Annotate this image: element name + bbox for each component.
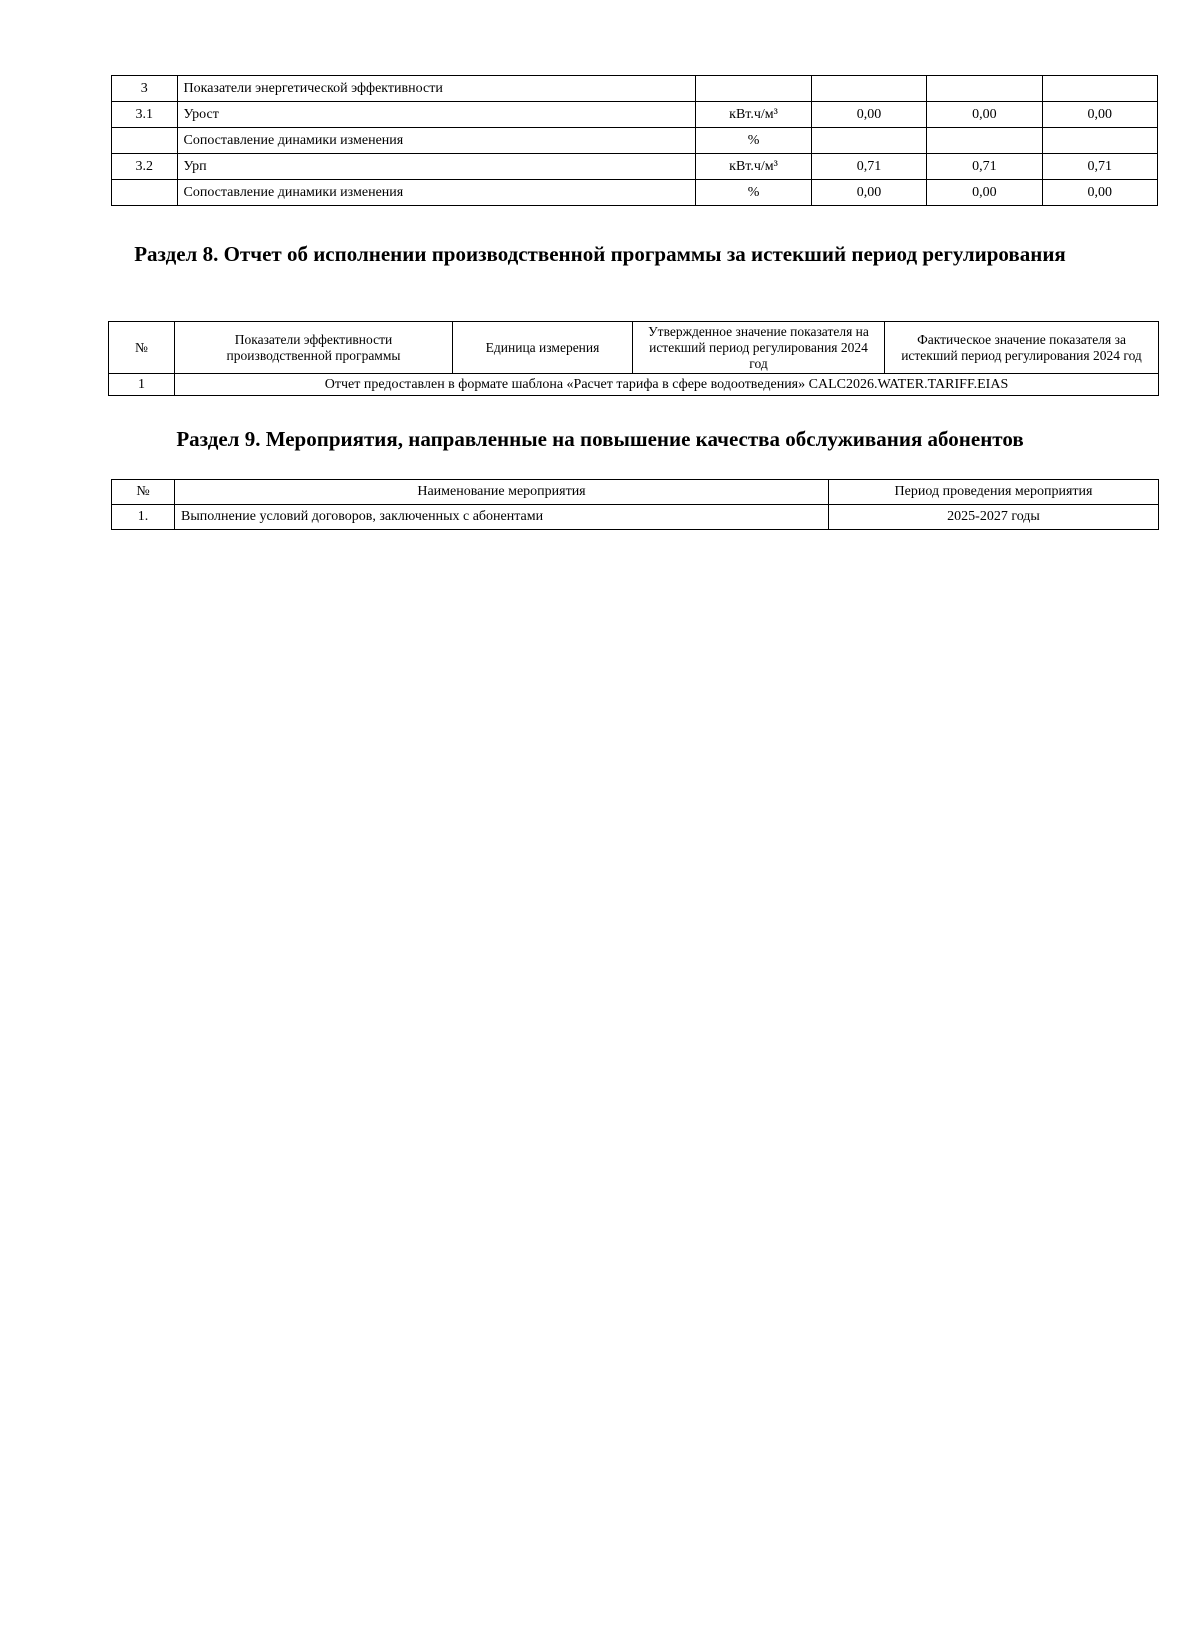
row-value-1: 0,00 [811, 102, 926, 128]
row-unit: кВт.ч/м³ [696, 102, 811, 128]
header-indicators: Показатели эффективности производственной программы [175, 322, 453, 374]
table-header-row [109, 322, 1159, 374]
row-name: Урп [177, 154, 696, 180]
row-value-2 [927, 76, 1042, 102]
table-row [109, 374, 1159, 396]
energy-efficiency-table [111, 75, 1158, 206]
table-header-row [112, 480, 1159, 505]
section-8-table [108, 321, 1159, 396]
table-row [112, 154, 1158, 180]
row-value-3 [1042, 76, 1157, 102]
header-event-period: Период проведения мероприятия [829, 480, 1159, 505]
row-value-2: 0,00 [927, 102, 1042, 128]
row-value-3 [1042, 128, 1157, 154]
row-value-2: 0,00 [927, 180, 1042, 206]
header-actual-value: Фактическое значение показателя за истекший период регулирования 2024 год [885, 322, 1159, 374]
row-name: Сопоставление динамики изменения [177, 180, 696, 206]
event-name: Выполнение условий договоров, заключенных с абонентами [175, 505, 829, 530]
row-number: 1 [109, 374, 175, 396]
header-unit: Единица измерения [453, 322, 633, 374]
event-period: 2025-2027 годы [829, 505, 1159, 530]
row-number [112, 180, 178, 206]
table-row [112, 180, 1158, 206]
table-row [112, 505, 1159, 530]
row-name: Урост [177, 102, 696, 128]
section-9-heading: Раздел 9. Мероприятия, направленные на повышение качества обслуживания абонентов [176, 427, 1024, 451]
header-event-name: Наименование мероприятия [175, 480, 829, 505]
table-row [112, 76, 1158, 102]
row-number [112, 128, 178, 154]
row-number: 1. [112, 505, 175, 530]
report-note: Отчет предоставлен в формате шаблона «Расчет тарифа в сфере водоотведения» CALC2026.WATER.TARIFF.EIAS [175, 374, 1159, 396]
row-unit: % [696, 128, 811, 154]
row-number: 3.2 [112, 154, 178, 180]
section-9-table [111, 479, 1159, 530]
row-value-2: 0,71 [927, 154, 1042, 180]
row-number: 3.1 [112, 102, 178, 128]
row-name: Показатели энергетической эффективности [177, 76, 696, 102]
row-number: 3 [112, 76, 178, 102]
row-value-3: 0,71 [1042, 154, 1157, 180]
header-approved-value: Утвержденное значение показателя на истекший период регулирования 2024 год [633, 322, 885, 374]
row-value-3: 0,00 [1042, 180, 1157, 206]
header-number: № [109, 322, 175, 374]
row-value-1 [811, 128, 926, 154]
row-value-3: 0,00 [1042, 102, 1157, 128]
row-unit: кВт.ч/м³ [696, 154, 811, 180]
row-value-2 [927, 128, 1042, 154]
header-number: № [112, 480, 175, 505]
row-unit: % [696, 180, 811, 206]
row-unit [696, 76, 811, 102]
row-value-1 [811, 76, 926, 102]
row-value-1: 0,71 [811, 154, 926, 180]
table-row [112, 128, 1158, 154]
row-value-1: 0,00 [811, 180, 926, 206]
row-name: Сопоставление динамики изменения [177, 128, 696, 154]
section-8-heading: Раздел 8. Отчет об исполнении производственной программы за истекший период регулирования [134, 242, 1066, 266]
table-row [112, 102, 1158, 128]
